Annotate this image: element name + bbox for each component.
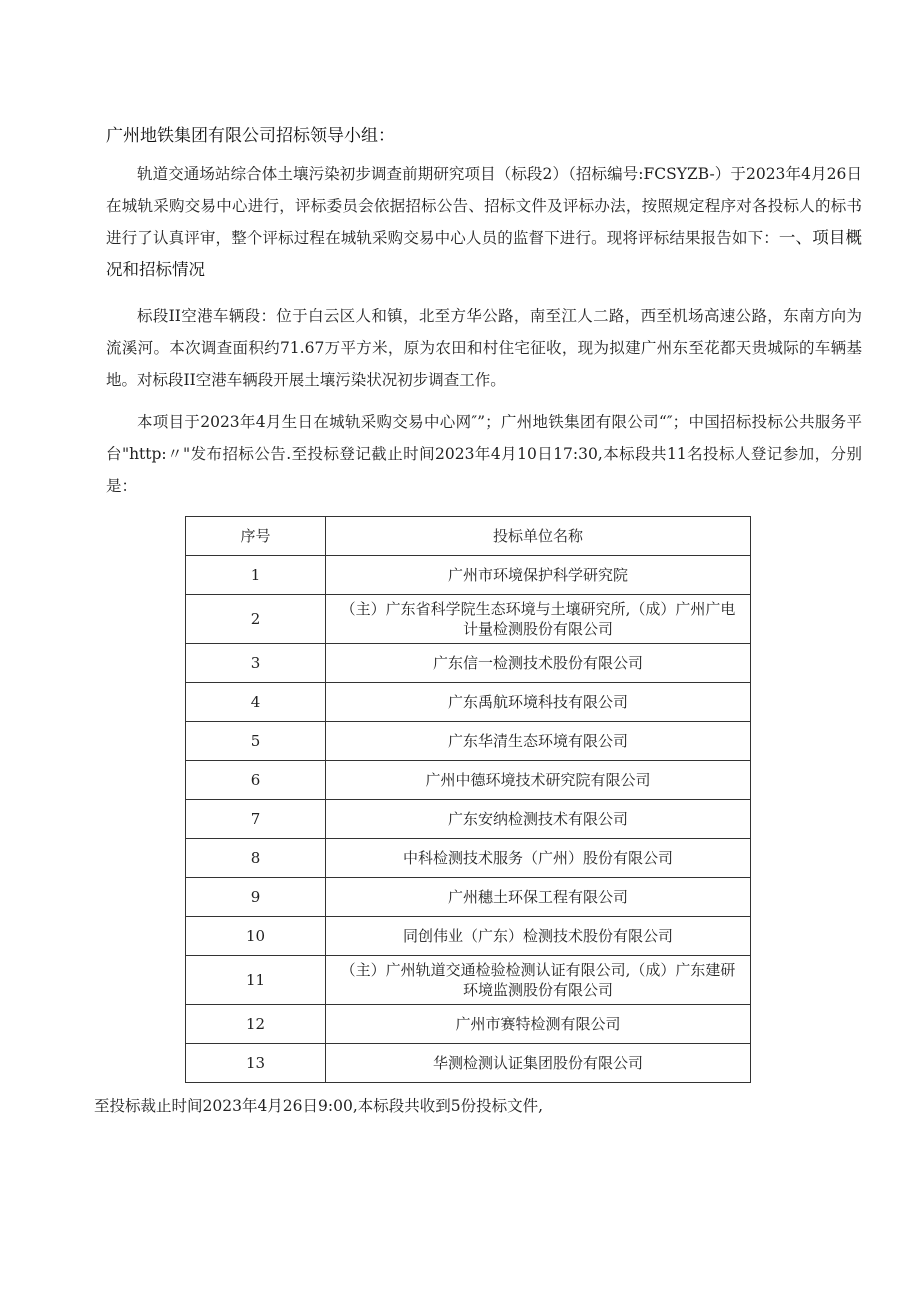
bidder-name: （主）广州轨道交通检验检测认证有限公司,（成）广东建研环境监测股份有限公司 (326, 956, 751, 1005)
table-row (186, 878, 751, 917)
bidder-name: 广州穗土环保工程有限公司 (326, 878, 751, 917)
header-serial-number: 序号 (186, 517, 326, 556)
table-header-row (186, 517, 751, 556)
row-number: 2 (186, 595, 326, 644)
bidder-name: 华测检测认证集团股份有限公司 (326, 1044, 751, 1083)
intro-text: 轨道交通场站综合体土壤污染初步调查前期研究项目（标段2）（招标编号:FCSYZB-）于2023年4月26日在城轨采购交易中心进行，评标委员会依据招标公告、招标文件及评标办法，按照规定程序对各投标人的标书进行了认真评审，整个评标过程在城轨采购交易中心人员的监督下进行。现将评标结果报告如下： (106, 165, 862, 247)
row-number: 6 (186, 761, 326, 800)
row-number: 10 (186, 917, 326, 956)
project-overview-paragraph: 标段II空港车辆段：位于白云区人和镇，北至方华公路，南至江人二路，西至机场高速公路，东南方向为流溪河。本次调查面积约71.67万平方米，原为农田和村住宅征收，现为拟建广州东至花都天贵城际的车辆基地。对标段II空港车辆段开展土壤污染状况初步调查工作。 (106, 307, 862, 389)
table-row (186, 683, 751, 722)
table-row (186, 644, 751, 683)
letter-salutation: 广州地铁集团有限公司招标领导小组： (106, 126, 395, 146)
table-row (186, 956, 751, 1005)
row-number: 4 (186, 683, 326, 722)
table-row (186, 595, 751, 644)
header-bidder-name: 投标单位名称 (326, 517, 751, 556)
row-number: 8 (186, 839, 326, 878)
table-row (186, 800, 751, 839)
section-heading: 一、项目概况和招标情况 (106, 228, 863, 279)
bidder-name: （主）广东省科学院生态环境与土壤研究所,（成）广州广电计量检测股份有限公司 (326, 595, 751, 644)
row-number: 11 (186, 956, 326, 1005)
table-row (186, 722, 751, 761)
row-number: 3 (186, 644, 326, 683)
table-row (186, 1005, 751, 1044)
bidder-name: 广州市赛特检测有限公司 (326, 1005, 751, 1044)
bidder-name: 广州市环境保护科学研究院 (326, 556, 751, 595)
table-row (186, 1044, 751, 1083)
row-number: 7 (186, 800, 326, 839)
table-row (186, 761, 751, 800)
bidder-name: 广东华清生态环境有限公司 (326, 722, 751, 761)
bidder-name: 广东信一检测技术股份有限公司 (326, 644, 751, 683)
row-number: 13 (186, 1044, 326, 1083)
submission-deadline-note: 至投标裁止时间2023年4月26日9:00,本标段共收到5份投标文件, (94, 1097, 544, 1115)
row-number: 5 (186, 722, 326, 761)
row-number: 12 (186, 1005, 326, 1044)
table-row (186, 839, 751, 878)
row-number: 1 (186, 556, 326, 595)
bidder-name: 广东禹航环境科技有限公司 (326, 683, 751, 722)
bidders-table (185, 516, 751, 1083)
bidder-name: 同创伟业（广东）检测技术股份有限公司 (326, 917, 751, 956)
tender-notice-paragraph: 本项目于2023年4月生日在城轨采购交易中心网″”；广州地铁集团有限公司“″；中国招标投标公共服务平台"http:〃"发布招标公告.至投标登记截止时间2023年4月10日17:30,本标段共11名投标人登记参加，分别是： (106, 413, 862, 495)
bidder-name: 广东安纳检测技术有限公司 (326, 800, 751, 839)
row-number: 9 (186, 878, 326, 917)
table-row (186, 917, 751, 956)
intro-paragraph (106, 158, 862, 286)
bidder-name: 广州中德环境技术研究院有限公司 (326, 761, 751, 800)
bidder-name: 中科检测技术服务（广州）股份有限公司 (326, 839, 751, 878)
table-row (186, 556, 751, 595)
